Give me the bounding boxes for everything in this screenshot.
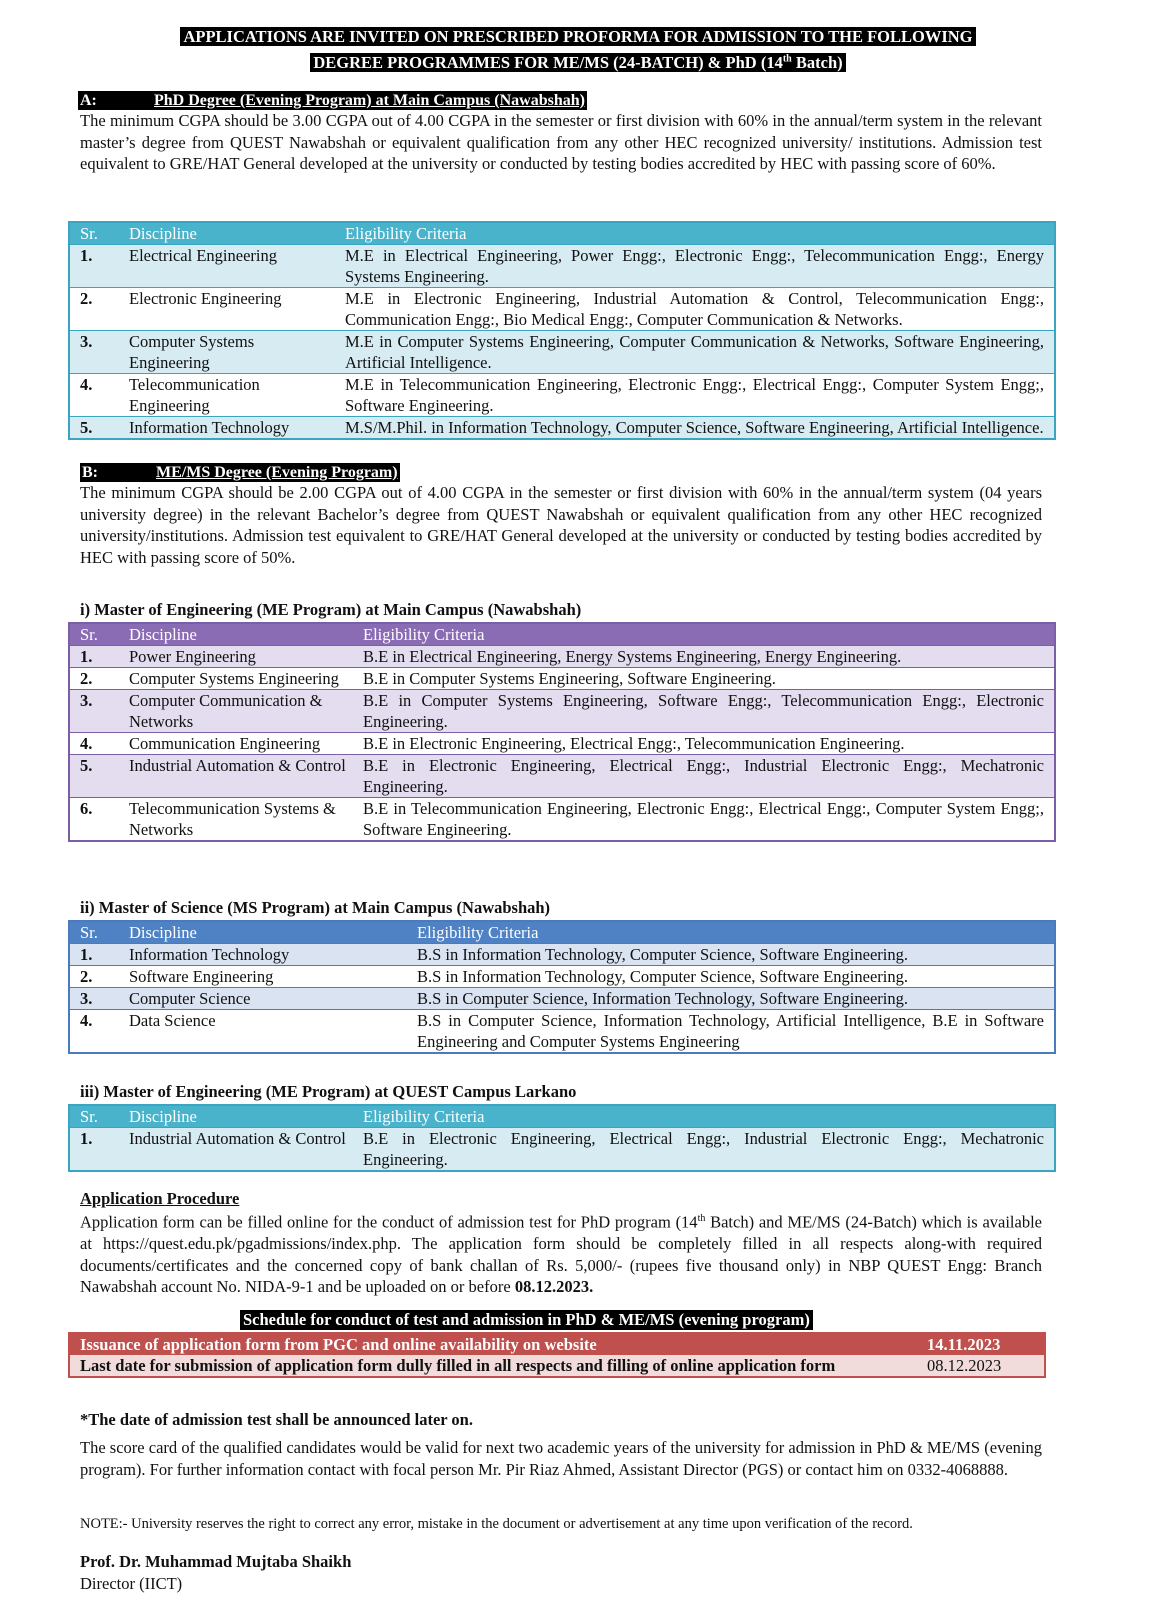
me-larkano-title: iii) Master of Engineering (ME Program) at QUEST Campus Larkano [80, 1082, 577, 1101]
row-criteria: B.S in Information Technology, Computer Science, Software Engineering. [407, 944, 1055, 966]
row-criteria: B.E in Electronic Engineering, Electrical Engg:, Industrial Electronic Engg:, Mechatronic Engineering. [353, 755, 1055, 798]
row-sr: 1. [69, 944, 119, 966]
row-sr: 1. [69, 646, 119, 668]
row-criteria: M.E in Telecommunication Engineering, Electronic Engg:, Electrical Engg:, Computer System Engg;, Software Engineering. [335, 374, 1055, 417]
table-row [69, 331, 1055, 374]
signatory-name: Prof. Dr. Muhammad Mujtaba Shaikh [80, 1552, 352, 1571]
row-discipline: Power Engineering [119, 646, 353, 668]
table-row [69, 690, 1055, 733]
row-sr: 1. [69, 245, 119, 288]
row-sr: 2. [69, 668, 119, 690]
ms-main-title: ii) Master of Science (MS Program) at Main Campus (Nawabshah) [80, 898, 551, 917]
row-criteria: M.E in Electronic Engineering, Industrial Automation & Control, Telecommunication Engg:, Communication Engg:, Bio Medical Engg:, Computer Communication & Networks. [335, 288, 1055, 331]
signatory-title: Director (IICT) [80, 1574, 183, 1593]
table-row [69, 755, 1055, 798]
header-sr: Sr. [69, 623, 119, 646]
row-criteria: M.E in Electrical Engineering, Power Engg:, Electronic Engg:, Telecommunication Engg:, Energy Systems Engineering. [335, 245, 1055, 288]
row-discipline: Industrial Automation & Control [119, 755, 353, 798]
row-discipline: Computer Communication & Networks [119, 690, 353, 733]
header-sr: Sr. [69, 222, 119, 245]
row-sr: 5. [69, 755, 119, 798]
row-discipline: Communication Engineering [119, 733, 353, 755]
header-discipline: Discipline [119, 222, 335, 245]
schedule-date: 14.11.2023 [927, 1335, 1001, 1354]
row-sr: 2. [69, 966, 119, 988]
header-line-1: APPLICATIONS ARE INVITED ON PRESCRIBED PROFORMA FOR ADMISSION TO THE FOLLOWING [0, 26, 1156, 47]
row-criteria: B.E in Electronic Engineering, Electrical Engg:, Telecommunication Engineering. [353, 733, 1055, 755]
header-line-2: DEGREE PROGRAMMES FOR ME/MS (24-BATCH) & PhD (14th Batch) [0, 48, 1156, 73]
schedule-label: Last date for submission of application form dully filled in all respects and filling of online application form [80, 1356, 836, 1375]
row-discipline: Information Technology [119, 417, 335, 440]
procedure-text: Application form can be filled online for the conduct of admission test for PhD program (14th Batch) and ME/MS (24-Batch) which is available at https://quest.edu.pk/pgadmissions/index.php. The application form should be completely filled in all respects along-with required documents/certificates and the concerned copy of bank challan of Rs. 5,000/- (rupees five thousand only) in NBP QUEST Engg: Branch Nawabshah account No. NIDA-9-1 and be uploaded on or before 08.12.2023. [80, 1212, 1042, 1296]
row-discipline: Information Technology [119, 944, 407, 966]
table-row [69, 988, 1055, 1010]
table-row [69, 1128, 1055, 1172]
row-criteria: B.S in Computer Science, Information Technology, Artificial Intelligence, B.E in Software Engineering and Computer Systems Engineering [407, 1010, 1055, 1054]
table-row [69, 1010, 1055, 1054]
row-criteria: B.E in Electronic Engineering, Electrical Engg:, Industrial Electronic Engg:, Mechatronic Engineering. [353, 1128, 1055, 1172]
row-discipline: Electrical Engineering [119, 245, 335, 288]
row-criteria: B.E in Telecommunication Engineering, Electronic Engg:, Electrical Engg:, Computer System Engg;, Software Engineering. [353, 798, 1055, 842]
header-discipline: Discipline [119, 921, 407, 944]
row-sr: 3. [69, 988, 119, 1010]
row-sr: 1. [69, 1128, 119, 1172]
row-sr: 4. [69, 374, 119, 417]
procedure-title: Application Procedure [80, 1189, 240, 1208]
table-header-row [69, 921, 1055, 944]
row-discipline: Data Science [119, 1010, 407, 1054]
table-row [69, 374, 1055, 417]
row-discipline: Software Engineering [119, 966, 407, 988]
table-header-row [69, 222, 1055, 245]
header-criteria: Eligibility Criteria [353, 1105, 1055, 1128]
row-sr: 6. [69, 798, 119, 842]
header-criteria: Eligibility Criteria [353, 623, 1055, 646]
schedule-title: Schedule for conduct of test and admission in PhD & ME/MS (evening program) [240, 1310, 813, 1330]
row-discipline: Electronic Engineering [119, 288, 335, 331]
score-card-text: The score card of the qualified candidates would be valid for next two academic years of the university for admission in PhD & ME/MS (evening program). For further information contact with focal person Mr. Pir Riaz Ahmed, Assistant Director (PGS) or contact him on 0332-4068888. [80, 1438, 1042, 1479]
schedule-date: 08.12.2023 [927, 1356, 1002, 1375]
header-discipline: Discipline [119, 623, 353, 646]
table-header-row [69, 623, 1055, 646]
me-larkano-eligibility-table [68, 1104, 1056, 1172]
row-sr: 3. [69, 331, 119, 374]
disclaimer-note: NOTE:- University reserves the right to correct any error, mistake in the document or advertisement at any time upon verification of the record. [80, 1516, 913, 1532]
row-discipline: Computer Systems Engineering [119, 331, 335, 374]
row-criteria: M.E in Computer Systems Engineering, Computer Communication & Networks, Software Engineering, Artificial Intelligence. [335, 331, 1055, 374]
table-row [69, 798, 1055, 842]
schedule-row [69, 1355, 1045, 1377]
row-criteria: B.S in Information Technology, Computer Science, Software Engineering. [407, 966, 1055, 988]
table-row [69, 733, 1055, 755]
row-sr: 3. [69, 690, 119, 733]
row-sr: 2. [69, 288, 119, 331]
section-b-text: The minimum CGPA should be 2.00 CGPA out of 4.00 CGPA in the semester or first division with 60% in the annual/term system (04 years university degree) in the relevant Bachelor’s degree from QUEST Nawabshah or equivalent qualification from any other HEC recognized university/institutions. Admission test equivalent to GRE/HAT General developed at the university or conducted by testing bodies accredited by HEC with passing score of 50%. [80, 483, 1042, 567]
row-discipline: Computer Science [119, 988, 407, 1010]
ms-main-eligibility-table [68, 920, 1056, 1054]
test-date-note: *The date of admission test shall be announced later on. [80, 1410, 473, 1429]
section-a-text: The minimum CGPA should be 3.00 CGPA out of 4.00 CGPA in the semester or first division with 60% in the annual/term system in the relevant master’s degree from QUEST Nawabshah or equivalent qualification from any other HEC recognized university/ institutions. Admission test equivalent to GRE/HAT General developed at the university or conducted by testing bodies accredited by HEC with passing score of 60%. [80, 111, 1042, 173]
table-row [69, 668, 1055, 690]
row-criteria: B.S in Computer Science, Information Technology, Software Engineering. [407, 988, 1055, 1010]
row-discipline: Telecommunication Engineering [119, 374, 335, 417]
row-discipline: Computer Systems Engineering [119, 668, 353, 690]
table-row [69, 966, 1055, 988]
row-criteria: B.E in Computer Systems Engineering, Software Engg:, Telecommunication Engg:, Electronic Engineering. [353, 690, 1055, 733]
section-a-heading: A: PhD Degree (Evening Program) at Main Campus (Nawabshah) [80, 92, 585, 109]
row-sr: 4. [69, 733, 119, 755]
header-sr: Sr. [69, 921, 119, 944]
table-row [69, 944, 1055, 966]
table-row [69, 245, 1055, 288]
row-sr: 5. [69, 417, 119, 440]
me-main-eligibility-table [68, 622, 1056, 842]
phd-eligibility-table [68, 221, 1056, 440]
schedule-row [69, 1333, 1045, 1355]
table-row [69, 288, 1055, 331]
table-header-row [69, 1105, 1055, 1128]
row-criteria: M.S/M.Phil. in Information Technology, Computer Science, Software Engineering, Artificial Intelligence. [335, 417, 1055, 440]
row-discipline: Industrial Automation & Control [119, 1128, 353, 1172]
row-sr: 4. [69, 1010, 119, 1054]
row-criteria: B.E in Electrical Engineering, Energy Systems Engineering, Energy Engineering. [353, 646, 1055, 668]
header-sr: Sr. [69, 1105, 119, 1128]
schedule-table [68, 1332, 1046, 1378]
header-discipline: Discipline [119, 1105, 353, 1128]
section-b-heading: B: ME/MS Degree (Evening Program) [82, 464, 398, 481]
table-row [69, 646, 1055, 668]
header-criteria: Eligibility Criteria [407, 921, 1055, 944]
table-row [69, 417, 1055, 440]
me-main-title: i) Master of Engineering (ME Program) at Main Campus (Nawabshah) [80, 600, 582, 619]
row-discipline: Telecommunication Systems & Networks [119, 798, 353, 842]
schedule-label: Issuance of application form from PGC and online availability on website [80, 1335, 597, 1354]
row-criteria: B.E in Computer Systems Engineering, Software Engineering. [353, 668, 1055, 690]
header-criteria: Eligibility Criteria [335, 222, 1055, 245]
